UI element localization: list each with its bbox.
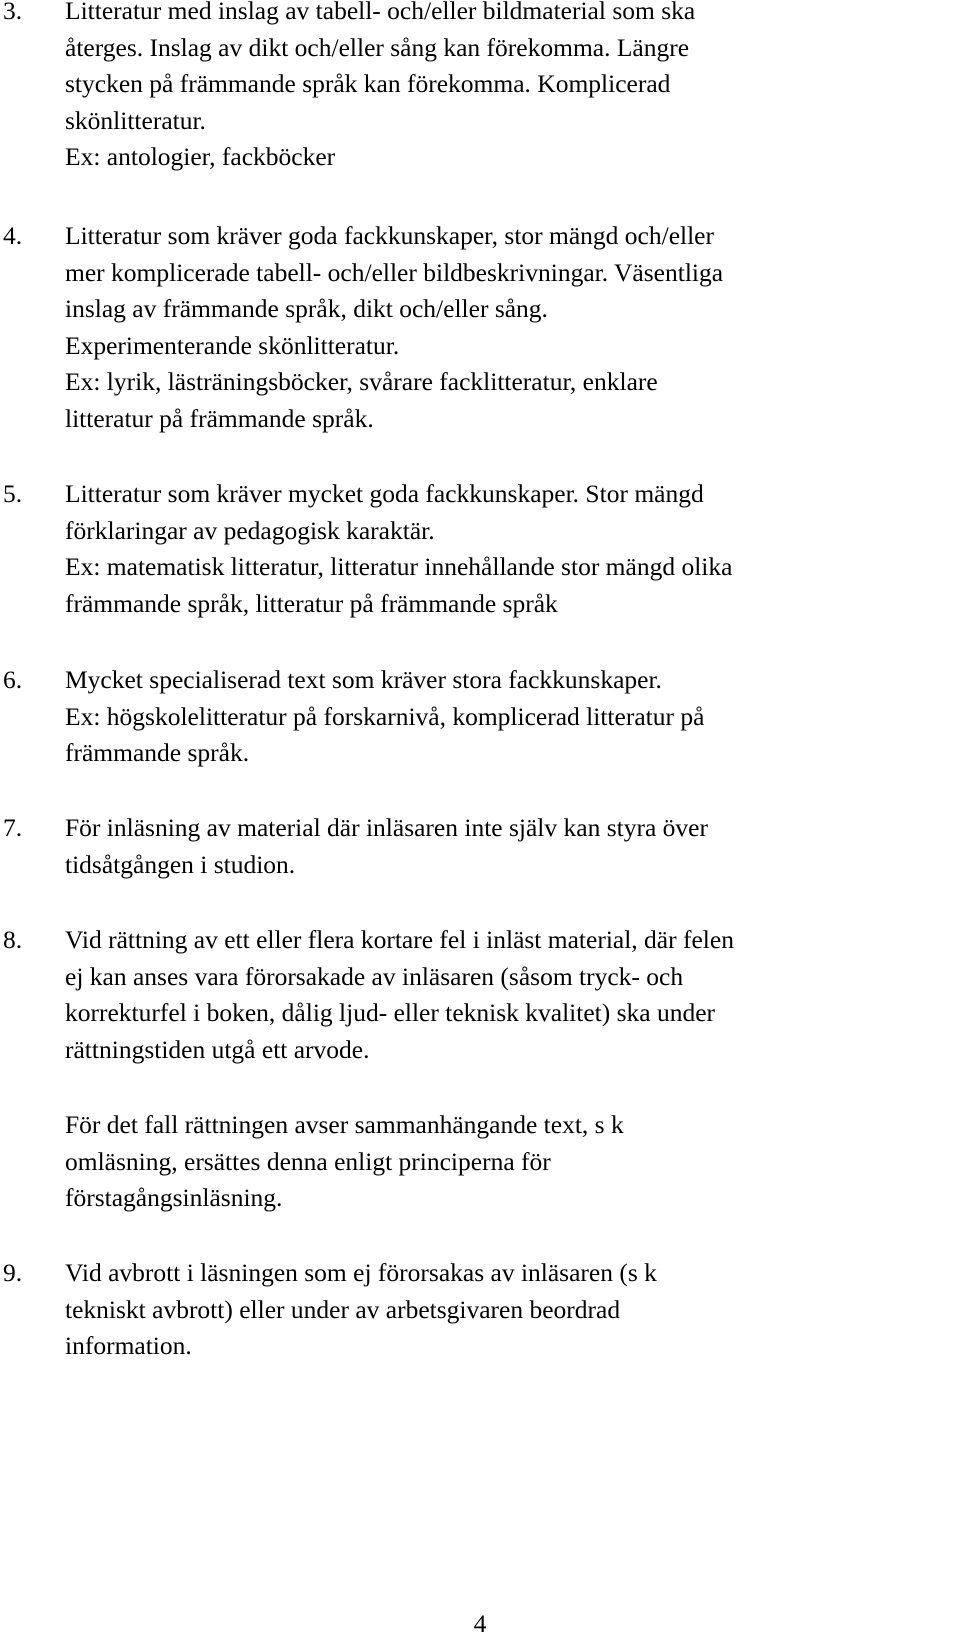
item-text	[65, 922, 940, 1068]
list-item-5	[0, 476, 940, 622]
text-line: Litteratur med inslag av tabell- och/eller bildmaterial som ska	[65, 0, 696, 25]
item-text	[65, 476, 940, 622]
text-line: tidsåtgången i studion.	[65, 849, 296, 879]
list-item-6	[0, 662, 940, 772]
item-number: 8.	[3, 925, 23, 954]
text-line: stycken på främmande språk kan förekomma. Komplicerad	[65, 69, 671, 98]
text-line: ej kan anses vara förorsakade av inläsaren (såsom tryck- och	[65, 961, 684, 991]
list-item-8-paragraph-2	[0, 1107, 940, 1217]
item-number: 6.	[3, 665, 23, 694]
text-line: Vid rättning av ett eller flera kortare fel i inläst material, där felen	[65, 925, 734, 954]
text-line: främmande språk, litteratur på främmande språk	[65, 588, 558, 618]
page-number: 4	[473, 1609, 487, 1638]
text-line: förstagångsinläsning.	[65, 1183, 283, 1212]
text-line: För inläsning av material där inläsaren inte själv kan styra över	[65, 813, 708, 842]
text-line: Ex: antologier, fackböcker	[65, 142, 336, 171]
item-number: 9.	[3, 1258, 23, 1287]
text-line: skönlitteratur.	[65, 105, 206, 135]
item-text	[65, 0, 940, 176]
text-line: återges. Inslag av dikt och/eller sång kan förekomma. Längre	[65, 32, 690, 62]
text-line: Vid avbrott i läsningen som ej förorsakas av inläsaren (s k	[65, 1258, 657, 1287]
item-text	[65, 1107, 940, 1217]
text-line: Litteratur som kräver goda fackkunskaper, stor mängd och/eller	[65, 221, 714, 250]
text-line: Mycket specialiserad text som kräver stora fackkunskaper.	[65, 665, 662, 694]
item-text	[65, 662, 940, 772]
item-text	[65, 218, 940, 437]
text-line: information.	[65, 1331, 192, 1360]
item-number: 3.	[3, 0, 23, 25]
text-line: mer komplicerade tabell- och/eller bildbeskrivningar. Väsentliga	[65, 257, 724, 287]
text-line: Experimenterande skönlitteratur.	[65, 330, 400, 360]
item-number: 7.	[3, 813, 23, 842]
text-line: Ex: högskolelitteratur på forskarnivå, komplicerad litteratur på	[65, 701, 705, 731]
list-item-4	[0, 218, 940, 437]
item-number: 5.	[3, 479, 23, 508]
text-line: korrekturfel i boken, dålig ljud- eller teknisk kvalitet) ska under	[65, 998, 716, 1027]
text-line: litteratur på främmande språk.	[65, 403, 374, 433]
text-line: tekniskt avbrott) eller under av arbetsgivaren beordrad	[65, 1294, 621, 1324]
text-line: inslag av främmande språk, dikt och/eller sång.	[65, 294, 548, 323]
item-text	[65, 1255, 940, 1365]
item-text	[65, 810, 940, 883]
list-item-3	[0, 0, 940, 176]
text-line: förklaringar av pedagogisk karaktär.	[65, 515, 435, 545]
list-item-9	[0, 1255, 940, 1365]
text-line: Ex: matematisk litteratur, litteratur innehållande stor mängd olika	[65, 552, 733, 581]
list-item-8	[0, 922, 940, 1068]
text-line: främmande språk.	[65, 738, 250, 767]
text-line: Ex: lyrik, lästräningsböcker, svårare facklitteratur, enklare	[65, 367, 658, 396]
text-line: För det fall rättningen avser sammanhängande text, s k	[65, 1110, 624, 1139]
text-line: omläsning, ersättes denna enligt principerna för	[65, 1146, 551, 1176]
list-item-7	[0, 810, 940, 883]
text-line: Litteratur som kräver mycket goda fackkunskaper. Stor mängd	[65, 479, 704, 508]
text-line: rättningstiden utgå ett arvode.	[65, 1034, 370, 1064]
item-number: 4.	[3, 221, 23, 250]
